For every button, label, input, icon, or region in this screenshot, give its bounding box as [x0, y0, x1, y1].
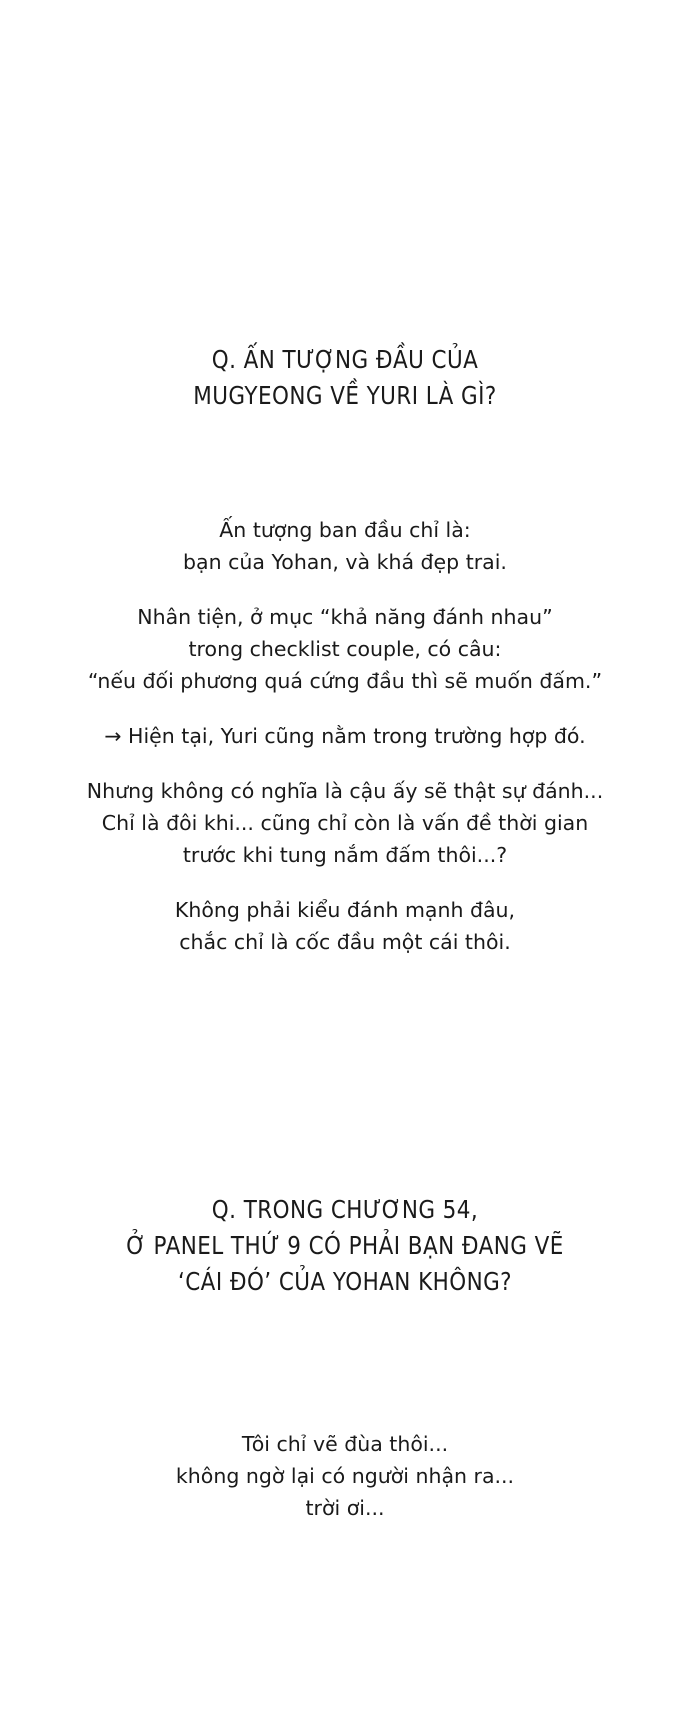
answer-line: trước khi tung nắm đấm thôi...?	[182, 843, 508, 867]
answer-line: Nhưng không có nghĩa là cậu ấy sẽ thật sự đánh...	[86, 779, 604, 803]
answer-2	[0, 1428, 690, 1547]
question-2	[48, 1192, 641, 1300]
answer-paragraph	[0, 720, 690, 752]
answer-line: “nếu đối phương quá cứng đầu thì sẽ muốn đấm.”	[87, 669, 603, 693]
answer-line: Không phải kiểu đánh mạnh đâu,	[174, 898, 516, 922]
answer-line: không ngờ lại có người nhận ra...	[175, 1464, 515, 1488]
question-2-line: ‘CÁI ĐÓ’ CỦA YOHAN KHÔNG?	[177, 1267, 513, 1296]
answer-line: Chỉ là đôi khi... cũng chỉ còn là vấn đề thời gian	[101, 811, 589, 835]
answer-line: chắc chỉ là cốc đầu một cái thôi.	[179, 930, 511, 954]
question-2-line: Ở PANEL THỨ 9 CÓ PHẢI BẠN ĐANG VẼ	[126, 1231, 564, 1260]
answer-line: Nhân tiện, ở mục “khả năng đánh nhau”	[137, 605, 553, 629]
answer-paragraph	[0, 775, 690, 871]
question-1-line: MUGYEONG VỀ YURI LÀ GÌ?	[193, 381, 497, 410]
answer-paragraph	[0, 601, 690, 697]
question-1-line: Q. ẤN TƯỢNG ĐẦU CỦA	[211, 345, 479, 374]
answer-line: bạn của Yohan, và khá đẹp trai.	[183, 550, 507, 574]
answer-paragraph	[0, 1428, 690, 1524]
answer-line: trong checklist couple, có câu:	[188, 637, 502, 661]
answer-line: Ấn tượng ban đầu chỉ là:	[219, 518, 471, 542]
answer-1	[0, 514, 690, 981]
answer-paragraph	[0, 894, 690, 958]
question-2-line: Q. TRONG CHƯƠNG 54,	[211, 1195, 479, 1224]
answer-line: → Hiện tại, Yuri cũng nằm trong trường hợp đó.	[104, 724, 586, 748]
question-1	[48, 342, 641, 414]
answer-line: trời ơi...	[305, 1496, 385, 1520]
answer-paragraph	[0, 514, 690, 578]
answer-line: Tôi chỉ vẽ đùa thôi...	[241, 1432, 449, 1456]
